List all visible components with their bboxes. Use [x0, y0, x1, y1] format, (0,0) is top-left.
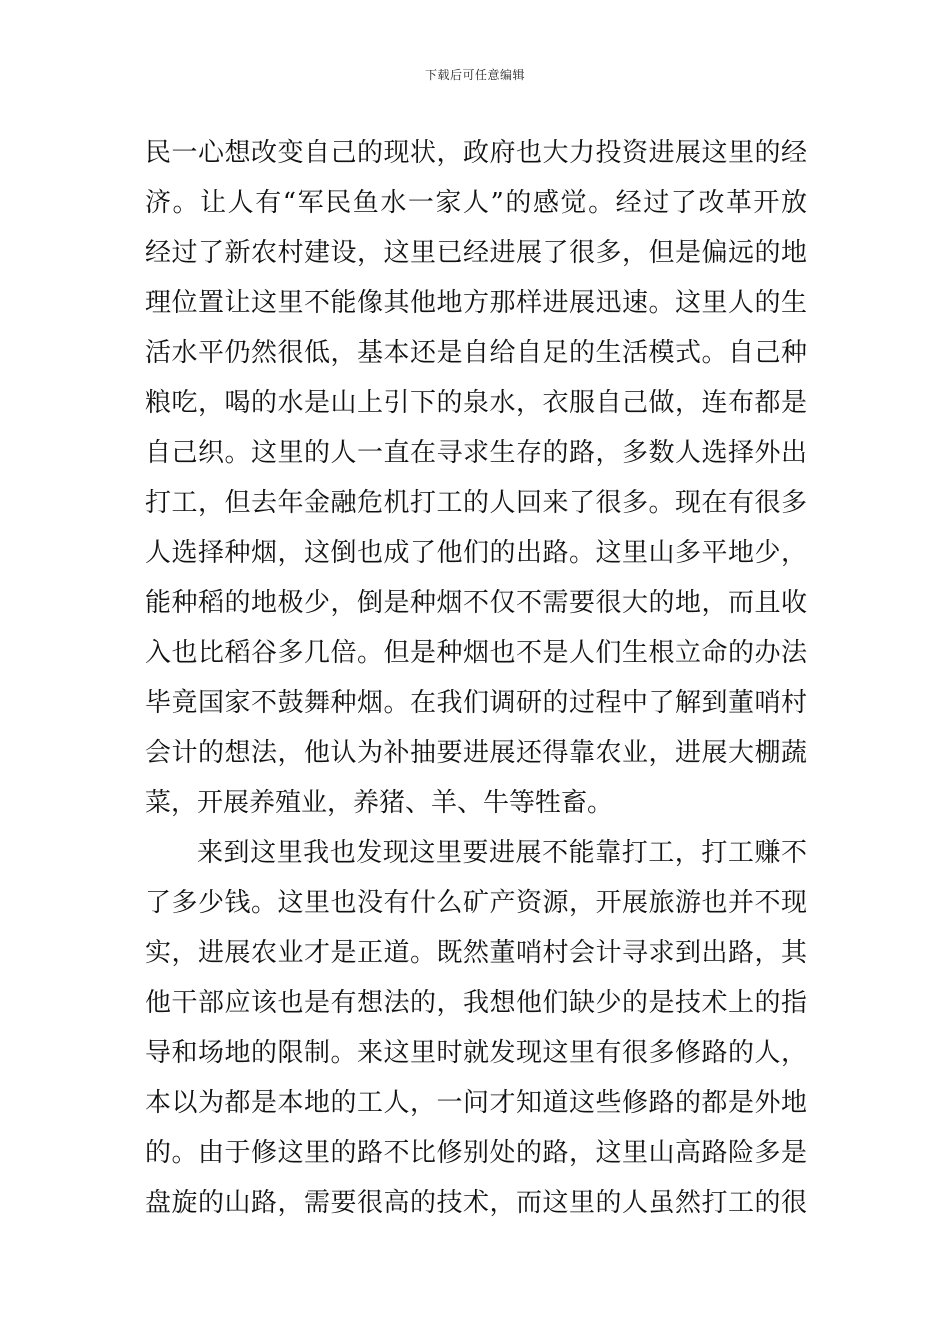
text-line: 会计的想法，他认为补抽要进展还得靠农业，进展大棚蔬 [145, 738, 807, 768]
header-note: 下载后可任意编辑 [424, 68, 525, 82]
text-line: 民一心想改变自己的现状，政府也大力投资进展这里的经 [145, 138, 807, 168]
text-line: 理位置让这里不能像其他地方那样进展迅速。这里人的生 [145, 288, 807, 318]
text-line: 的。由于修这里的路不比修别处的路，这里山高路险多是 [145, 1138, 807, 1168]
text-line: 入也比稻谷多几倍。但是种烟也不是人们生根立命的办法 [145, 638, 807, 668]
text-line: 经过了新农村建设，这里已经进展了很多，但是偏远的地 [145, 238, 807, 268]
text-line: 导和场地的限制。来这里时就发现这里有很多修路的人， [145, 1038, 807, 1068]
text-line: 能种稻的地极少，倒是种烟不仅不需要很大的地，而且收 [145, 588, 807, 618]
text-line: 济。让人有“军民鱼水一家人”的感觉。经过了改革开放 [145, 188, 807, 218]
text-line: 盘旋的山路，需要很高的技术，而这里的人虽然打工的很 [145, 1188, 807, 1218]
text-line: 来到这里我也发现这里要进展不能靠打工，打工赚不 [197, 838, 807, 868]
text-line: 毕竟国家不鼓舞种烟。在我们调研的过程中了解到董哨村 [145, 688, 807, 718]
text-line: 菜，开展养殖业，养猪、羊、牛等牲畜。 [145, 788, 614, 818]
text-line: 活水平仍然很低，基本还是自给自足的生活模式。自己种 [145, 338, 807, 368]
text-line: 自己织。这里的人一直在寻求生存的路，多数人选择外出 [145, 438, 807, 468]
text-line: 实，进展农业才是正道。既然董哨村会计寻求到出路，其 [145, 938, 807, 968]
text-line: 了多少钱。这里也没有什么矿产资源，开展旅游也并不现 [145, 888, 807, 918]
body-text [145, 128, 807, 1228]
text-line: 粮吃，喝的水是山上引下的泉水，衣服自己做，连布都是 [145, 388, 807, 418]
text-line: 本以为都是本地的工人，一问才知道这些修路的都是外地 [145, 1088, 807, 1118]
text-line: 打工，但去年金融危机打工的人回来了很多。现在有很多 [145, 488, 807, 518]
text-line: 他干部应该也是有想法的，我想他们缺少的是技术上的指 [145, 988, 807, 1018]
text-line: 人选择种烟，这倒也成了他们的出路。这里山多平地少， [145, 538, 807, 568]
